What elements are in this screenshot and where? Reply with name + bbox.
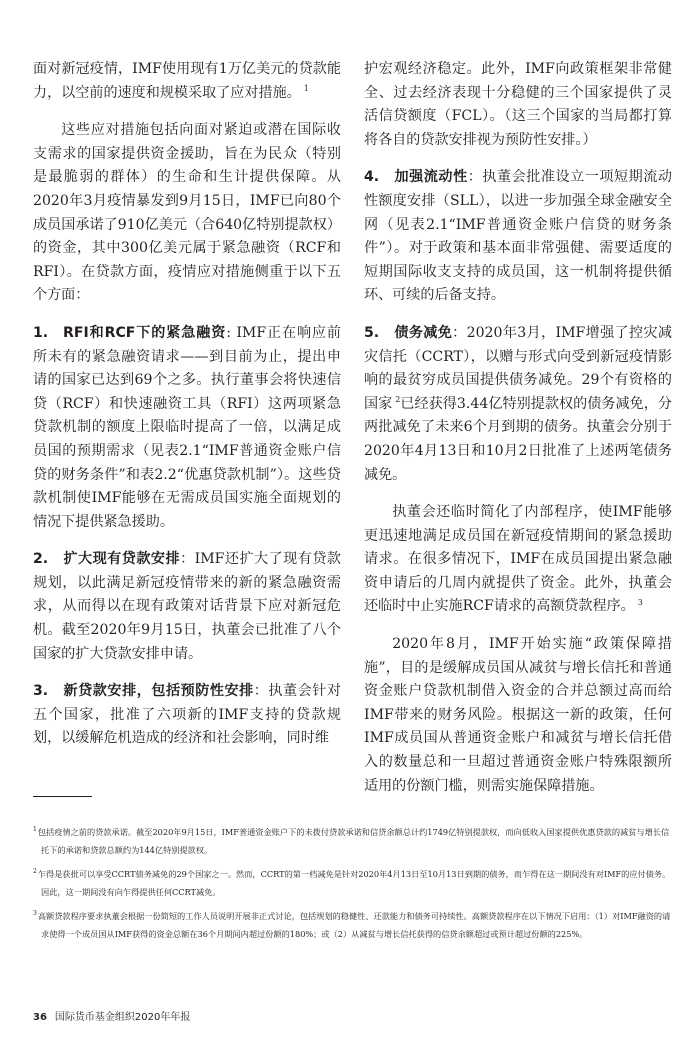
right-column xyxy=(364,58,672,812)
paragraph-measures: 这些应对措施包括向面对紧迫或潜在国际收支需求的国家提供资金援助，旨在为民众（特别是最脆弱的群体）的生命和生计提供保障。从2020年3月疫情暴发到9月15日，IMF已向80个成员国承诺了910亿美元（合640亿特别提款权）的资金，其中300亿美元属于紧急融资（RCF和RFI）。在贷款方面，疫情应对措施侧重于以下五个方面： xyxy=(33,122,341,304)
footnote-ref-3[interactable]: 3 xyxy=(637,597,643,607)
paragraph-procedures xyxy=(364,501,672,619)
footnote-number: 2 xyxy=(33,868,37,876)
list-item-augment-arrangements xyxy=(33,548,341,666)
list-item-text: ：2020年3月，IMF增强了控灾减灾信托（CCRT），以赠与形式向受到新冠疫情影响的最贫穷成员国提供债务减免。29个有资格的国家 xyxy=(364,324,672,412)
left-column xyxy=(33,58,341,765)
list-item-liquidity xyxy=(364,166,672,308)
list-item-text: : IMF正在响应前所未有的紧急融资请求——到目前为止，提出申请的国家已达到69个之多。执行董事会将快速信贷（RCF）和快速融资工具（RFI）这两项紧急贷款机制的额度上限临时提高了一倍，以满足成员国的预期需求（见表2.1“IMF普通资金账户信贷的财务条件”和表2.2“优惠贷款机制”）。这些贷款机制使IMF能够在无需成员国实施全面规划的情况下提供紧急援助。 xyxy=(33,324,342,530)
footnote-divider xyxy=(33,796,92,797)
paragraph-continuation: 护宏观经济稳定。此外，IMF向政策框架非常健全、过去经济表现十分稳健的三个国家提供了灵活信贷额度（FCL）。（这三个国家的当局都打算将各自的贷款安排视为预防性安排。） xyxy=(364,61,672,148)
footnote-ref-2[interactable]: 2 xyxy=(395,395,401,405)
list-item-title: 扩大现有贷款安排 xyxy=(63,551,181,568)
list-number: 1. xyxy=(33,324,49,341)
footnote-number: 1 xyxy=(33,826,37,834)
footnote-number: 3 xyxy=(33,910,37,918)
publication-title: 国际货币基金组织2020年年报 xyxy=(54,1012,191,1023)
footnote-text: 包括疫情之前的贷款承诺。截至2020年9月15日，IMF普通资金账户下的未拨付贷款承诺和信贷余额总计约1749亿特别提款权，而向低收入国家提供优惠贷款的减贫与增长信托下的承诺和贷款总额约为144亿特别提款权。 xyxy=(37,827,670,855)
list-item-text-cont: 已经获得3.44亿特别提款权的债务减免，分两批减免了未来6个月到期的债务。执董会分别于2020年4月13日和10月2日批准了上述两笔债务减免。 xyxy=(364,395,672,483)
footnote-ref-1[interactable]: 1 xyxy=(303,83,309,93)
list-number: 4. xyxy=(364,169,380,186)
page-number: 36 xyxy=(33,1012,47,1023)
list-item-title: RFI和RCF下的紧急融资 xyxy=(63,324,227,341)
footnote-2 xyxy=(33,865,673,901)
footnote-text: 高额贷款程序要求执董会根据一份简短的工作人员说明开展非正式讨论，包括规划的稳健性、还款能力和债务可持续性。高额贷款程序在以下情况下启用：（1）对IMF融资的请求使得一个成员国从IMF获得的资金总额在36个月期间内超过份额的180%；或（2）从减贫与增长信托获得的信贷余额超过或预计超过份额的225%。 xyxy=(37,911,671,939)
paragraph-safeguards: 2020年8月，IMF开始实施“政策保障措施”，目的是缓解成员国从减贫与增长信托和普通资金账户贷款机制借入资金的合并总额过高而给IMF带来的财务风险。根据这一新的政策，任何IMF成员国从普通资金账户和减贫与增长信托借入的数量总和一旦超过普通资金账户特殊限额所适用的份额门槛，则需实施保障措施。 xyxy=(364,636,672,794)
list-item-title: 加强流动性 xyxy=(394,169,468,186)
list-number: 2. xyxy=(33,551,49,568)
paragraph-intro-text: 面对新冠疫情，IMF使用现有1万亿美元的贷款能力，以空前的速度和规模采取了应对措施。 xyxy=(33,61,341,101)
list-item-text: ：执董会针对五个国家，批准了六项新的IMF支持的贷款规划，以缓解危机造成的经济和社会影响，同时维 xyxy=(33,683,342,747)
list-item-text: ：执董会批准设立一项短期流动性额度安排（SLL），以进一步加强全球金融安全网（见表2.1“IMF普通资金账户信贷的财务条件”）。对于政策和基本面非常强健、需要适度的短期国际收支支持的成员国，这一机制将提供循环、可续的后备支持。 xyxy=(364,169,673,304)
list-number: 5. xyxy=(364,324,380,341)
list-item-debt-relief xyxy=(364,322,672,487)
list-item-emergency-financing xyxy=(33,322,341,534)
page-footer xyxy=(33,1011,190,1025)
footnote-text: 乍得是获批可以享受CCRT债务减免的29个国家之一。然而，CCRT的第一档减免是针对2020年4月13日至10月13日到期的债务，而乍得在这一期间没有对IMF的应付债务。因此，这一期间没有向乍得提供任何CCRT减免。 xyxy=(37,869,671,897)
list-item-title: 债务减免 xyxy=(394,324,453,341)
footnote-1 xyxy=(33,823,673,859)
list-item-new-arrangements xyxy=(33,680,341,751)
paragraph-intro xyxy=(33,58,341,105)
footnote-3 xyxy=(33,907,673,943)
list-number: 3. xyxy=(33,683,49,700)
paragraph-procedures-text: 执董会还临时简化了内部程序，使IMF能够更迅速地满足成员国在新冠疫情期间的紧急援助请求。在很多情况下，IMF在成员国提出紧急融资申请后的几周内就提供了资金。此外，执董会还临时中止实施RCF请求的高额贷款程序。 xyxy=(364,504,672,615)
list-item-title: 新贷款安排，包括预防性安排 xyxy=(63,683,254,700)
list-item-text: ：IMF还扩大了现有贷款规划，以此满足新冠疫情带来的新的紧急融资需求，从而得以在现有政策对话背景下应对新冠危机。截至2020年9月15日，执董会已批准了八个国家的扩大贷款安排申请。 xyxy=(33,551,341,662)
footnotes xyxy=(33,823,673,949)
